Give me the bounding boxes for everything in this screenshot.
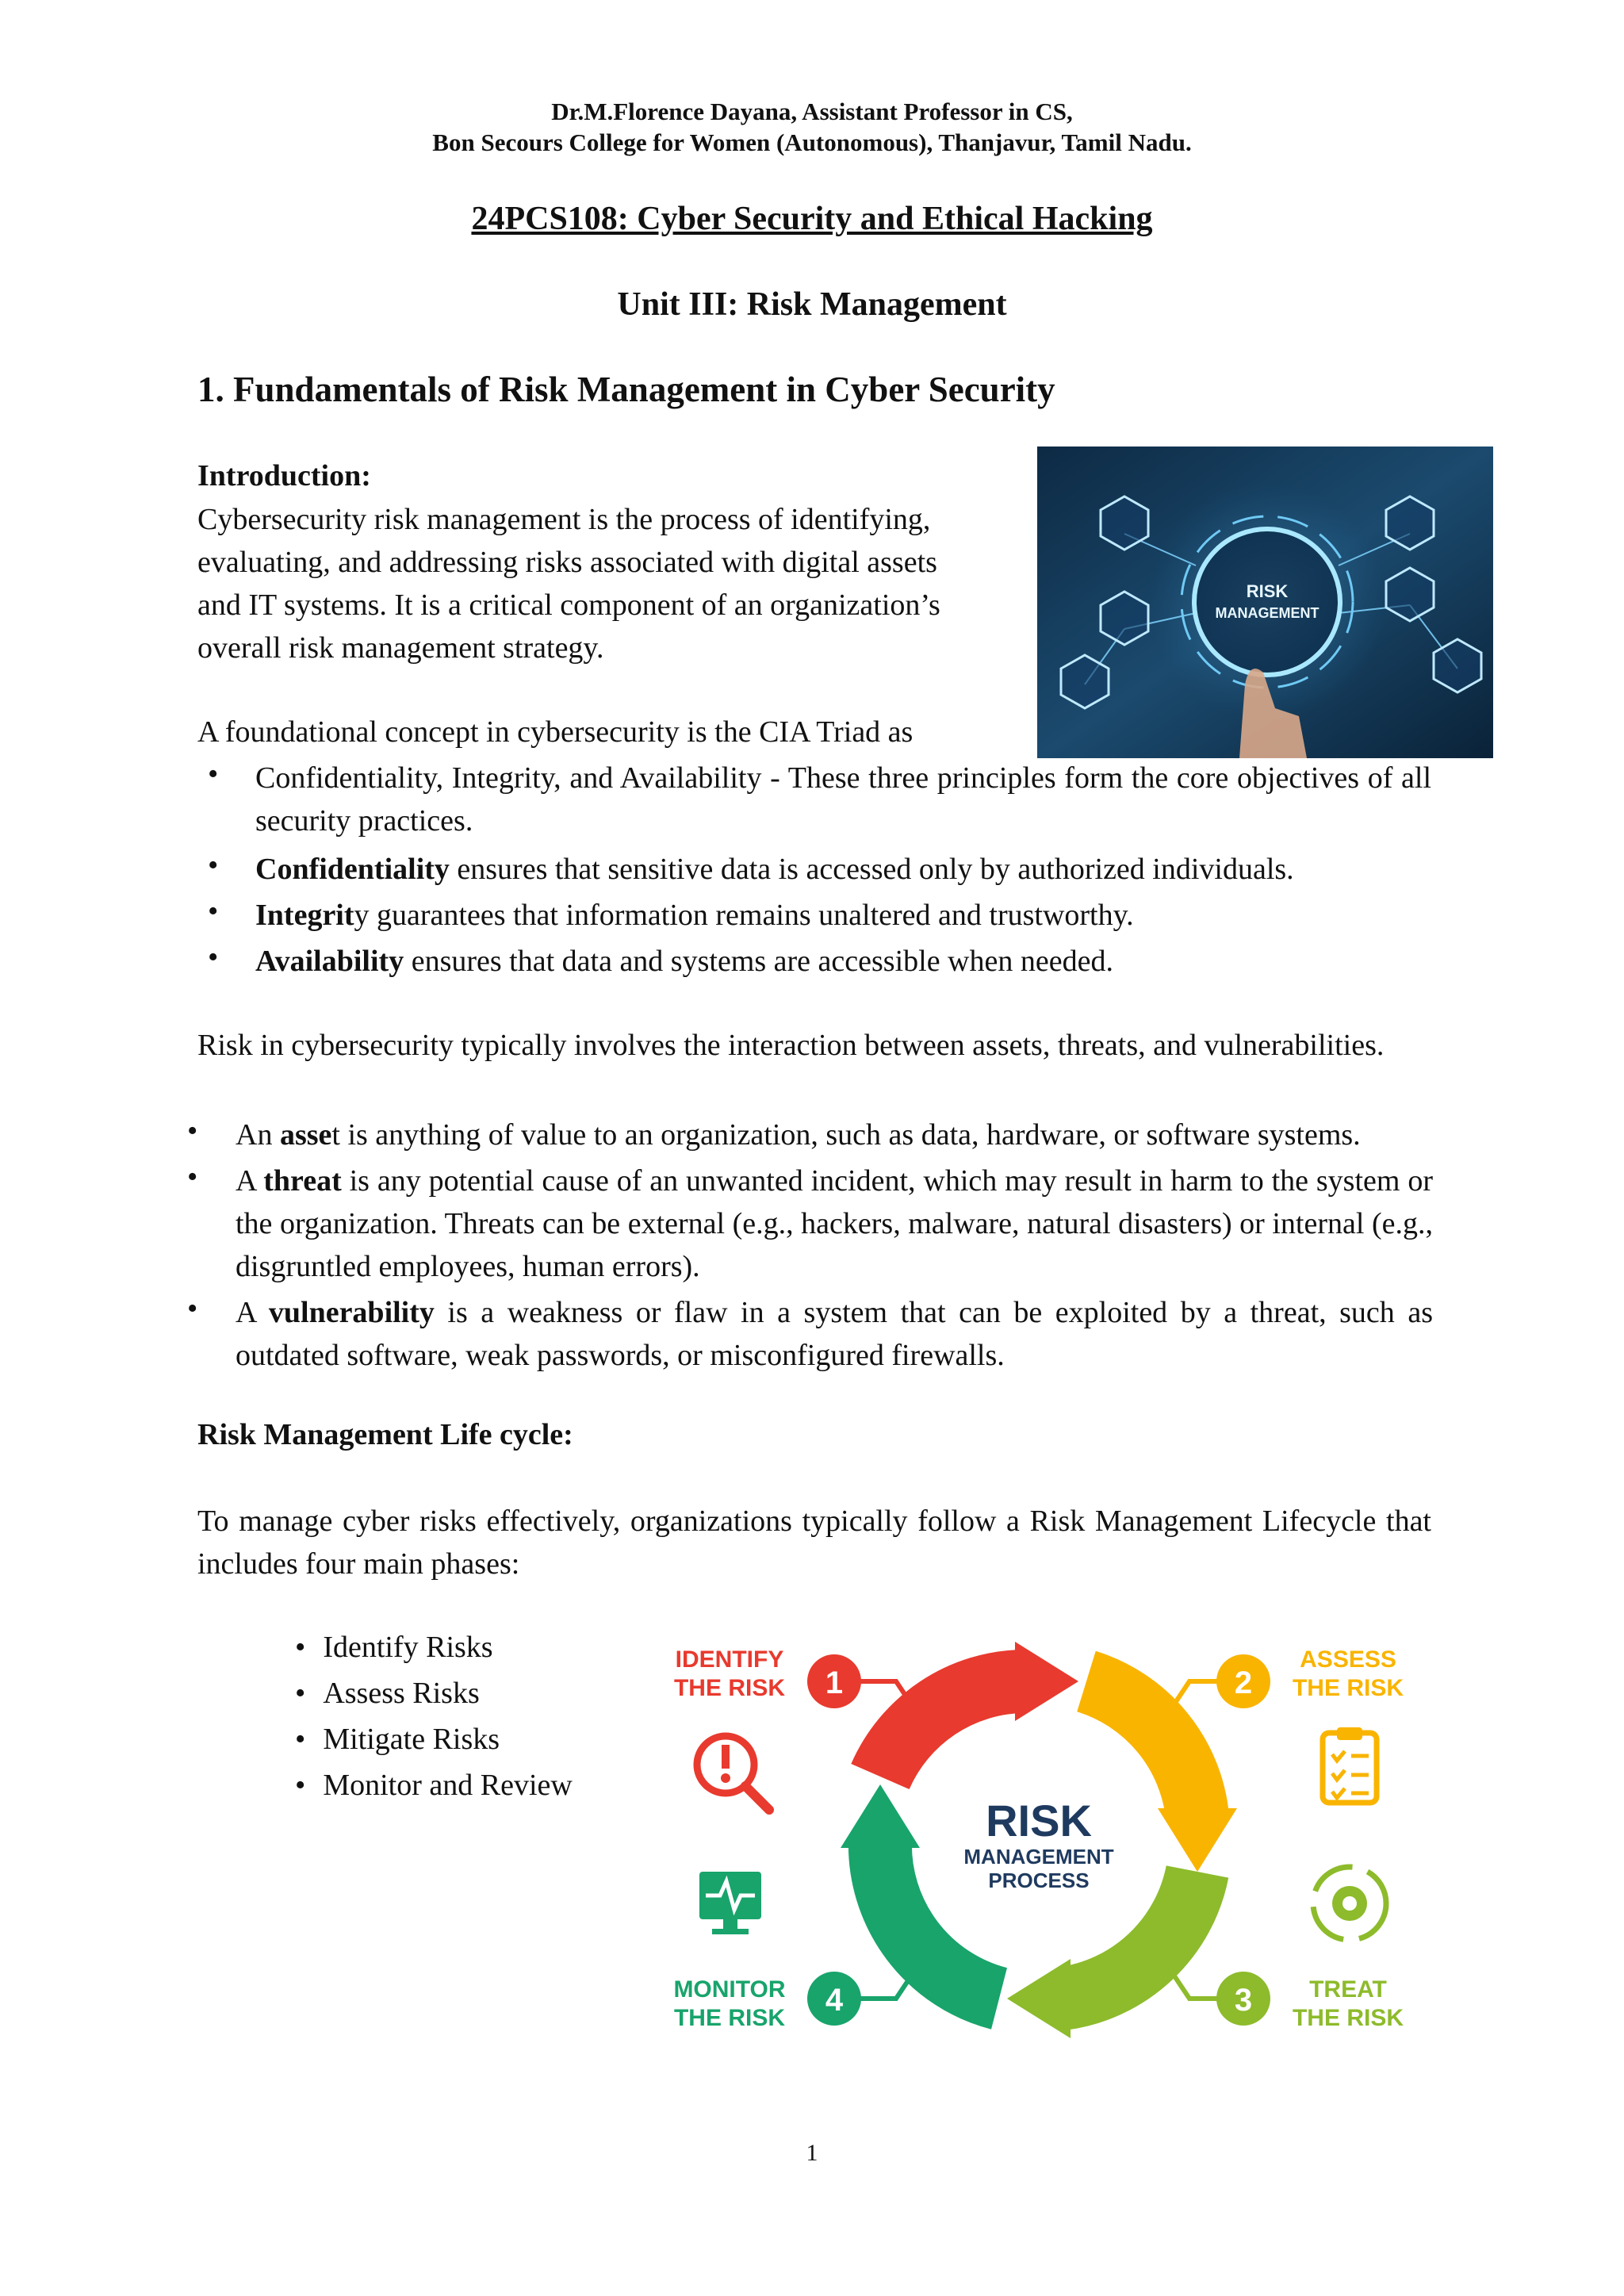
lifecycle-lead: To manage cyber risks effectively, organizations typically follow a Risk Management Lifecycle that includes four main phases: xyxy=(197,1504,1431,1581)
risk-process-diagram xyxy=(650,1634,1427,2046)
hero-label-line1: RISK xyxy=(1246,581,1289,601)
bullet-dot: • xyxy=(208,895,219,928)
bullet-dot: • xyxy=(295,1723,306,1756)
term-description: ensures that data and systems are accessible when needed. xyxy=(404,945,1113,978)
arrowhead-assess xyxy=(1158,1808,1237,1872)
term-bold: Availability xyxy=(255,945,404,978)
risk-bullet-vulnerability xyxy=(236,1291,1433,1377)
cia-lead: A foundational concept in cybersecurity is the CIA Triad as xyxy=(197,715,914,749)
risk-bullet-asset xyxy=(236,1114,1433,1156)
intro-paragraph xyxy=(197,498,1014,669)
bullet-dot: • xyxy=(187,1114,198,1148)
phase-label: Identify Risks xyxy=(323,1631,493,1664)
lifecycle-heading: Risk Management Life cycle: xyxy=(197,1418,573,1451)
phase-label: Monitor and Review xyxy=(323,1769,573,1802)
list-item xyxy=(295,1716,573,1762)
phase-label: Mitigate Risks xyxy=(323,1723,500,1756)
term-description: is a weakness or flaw in a system that can be exploited by a threat, such as outdated software, weak passwords, or misconfigured firewalls. xyxy=(236,1296,1433,1372)
term-bold: vulnerability xyxy=(268,1296,435,1329)
lifecycle-phase-list xyxy=(295,1624,573,1808)
cia-bullet-integrity xyxy=(255,894,1431,937)
magnifier-alert-icon xyxy=(697,1736,769,1810)
cia-bullet-principles: Confidentiality, Integrity, and Availability - These three principles form the core objectives of all security practices. xyxy=(255,761,1431,838)
intro-line: Cybersecurity risk management is the process of identifying, xyxy=(197,503,931,536)
step-3-number: 3 xyxy=(1234,1983,1253,2018)
arrowhead-monitor xyxy=(841,1784,920,1848)
step-2-label-line1: ASSESS xyxy=(1300,1646,1396,1673)
course-title: 24PCS108: Cyber Security and Ethical Hacking xyxy=(471,201,1153,237)
step-1-label-line2: THE RISK xyxy=(673,1675,786,1701)
bullet-dot: • xyxy=(208,849,219,882)
prefix: A xyxy=(236,1296,269,1329)
checklist-icon xyxy=(1323,1727,1377,1803)
list-item xyxy=(295,1624,573,1670)
cia-bullet-availability xyxy=(255,940,1431,983)
hero-label-line2: MANAGEMENT xyxy=(1215,605,1320,621)
step-2-label-line2: THE RISK xyxy=(1292,1675,1404,1701)
risk-lead: Risk in cybersecurity typically involves the interaction between assets, threats, and vulnerabilities. xyxy=(197,1029,1385,1062)
term-description: t is anything of value to an organization, such as data, hardware, or software systems. xyxy=(331,1118,1361,1152)
arc-assess xyxy=(1086,1681,1197,1816)
bullet-dot: • xyxy=(295,1769,306,1802)
arc-identify xyxy=(880,1681,1023,1777)
center-title: RISK xyxy=(986,1796,1092,1846)
step-4-label-line2: THE RISK xyxy=(673,2005,786,2031)
bullet-dot: • xyxy=(208,941,219,974)
intro-heading: Introduction: xyxy=(197,459,371,493)
institution-line: Bon Secours College for Women (Autonomous), Thanjavur, Tamil Nadu. xyxy=(432,128,1192,156)
section-title: 1. Fundamentals of Risk Management in Cyber Security xyxy=(197,370,1055,409)
unit-title: Unit III: Risk Management xyxy=(617,286,1007,323)
prefix: An xyxy=(236,1118,280,1152)
risk-bullet-threat xyxy=(236,1159,1433,1288)
author-line: Dr.M.Florence Dayana, Assistant Professor in CS, xyxy=(551,98,1073,125)
arrowhead-treat xyxy=(1007,1959,1071,2038)
center-sub1: MANAGEMENT xyxy=(963,1845,1114,1869)
bullet-dot: • xyxy=(208,757,219,791)
term-bold: Confidentiality xyxy=(255,853,450,886)
step-1-number: 1 xyxy=(825,1665,844,1700)
intro-line: overall risk management strategy. xyxy=(197,631,604,665)
prefix: A xyxy=(236,1164,264,1198)
term-description: ensures that sensitive data is accessed only by authorized individuals. xyxy=(449,853,1294,886)
step-3-label-line2: THE RISK xyxy=(1292,2005,1404,2031)
page-number: 1 xyxy=(806,2140,818,2166)
risk-management-hero-image xyxy=(1037,447,1493,758)
intro-line: and IT systems. It is a critical component of an organization’s xyxy=(197,588,940,622)
monitor-pulse-icon xyxy=(699,1872,761,1934)
step-3-label-line1: TREAT xyxy=(1309,1976,1387,2003)
gear-cycle-icon xyxy=(1313,1867,1386,1940)
term-description: y guarantees that information remains unaltered and trustworthy. xyxy=(354,899,1134,932)
intro-line: evaluating, and addressing risks associated with digital assets xyxy=(197,546,937,579)
term-bold: threat xyxy=(263,1164,342,1198)
cia-bullet-confidentiality xyxy=(255,848,1431,891)
term-bold: asse xyxy=(279,1118,332,1152)
arrowhead-identify xyxy=(1015,1642,1078,1721)
step-4-number: 4 xyxy=(825,1983,844,2018)
bullet-dot: • xyxy=(295,1631,306,1664)
bullet-dot: • xyxy=(295,1677,306,1710)
step-1-label-line1: IDENTIFY xyxy=(675,1646,784,1673)
term-description: is any potential cause of an unwanted incident, which may result in harm to the system or the organization. Threats can be external (e.g., hackers, malware, natural disasters) or internal (e.g., disgruntled employees, human errors). xyxy=(236,1164,1433,1283)
term-bold: Integrit xyxy=(255,899,354,932)
step-2-number: 2 xyxy=(1234,1665,1253,1700)
list-item xyxy=(295,1670,573,1716)
center-sub2: PROCESS xyxy=(988,1869,1090,1892)
bullet-dot: • xyxy=(187,1160,198,1194)
bullet-dot: • xyxy=(187,1292,198,1325)
list-item xyxy=(295,1762,573,1808)
phase-label: Assess Risks xyxy=(323,1677,480,1710)
step-4-label-line1: MONITOR xyxy=(673,1976,786,2003)
